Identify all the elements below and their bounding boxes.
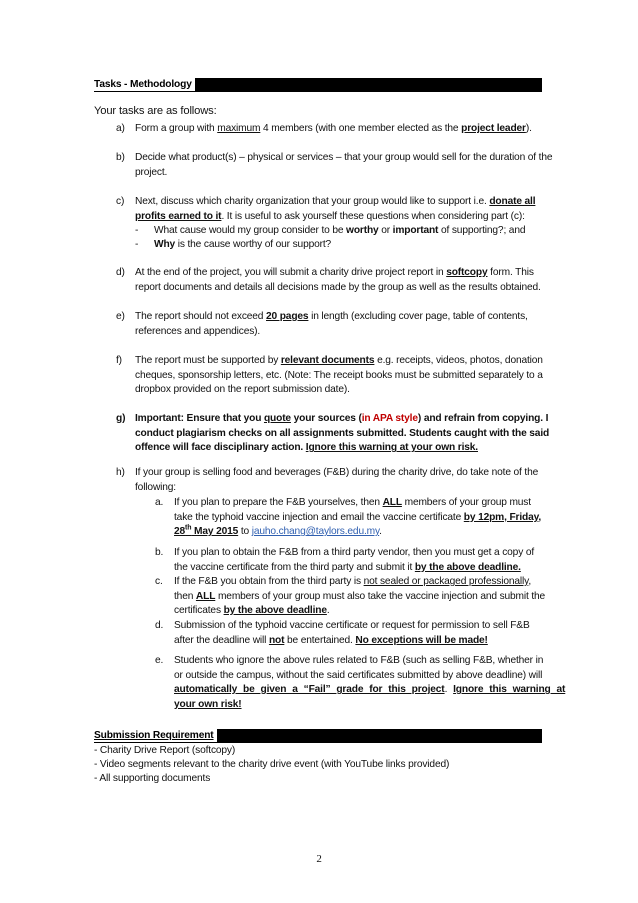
- text-maximum: maximum: [217, 123, 261, 134]
- text: or: [378, 225, 393, 236]
- text: The report must be supported by: [135, 355, 281, 366]
- text-no-exceptions: No exceptions will be made!: [355, 634, 488, 646]
- text: If you plan to prepare the F&B yourselves, then: [174, 497, 383, 508]
- text-date-month: May 2015: [191, 526, 239, 538]
- text-deadline: by the above deadline.: [414, 561, 521, 573]
- text: your sources (: [290, 413, 362, 424]
- text-line: project.: [135, 166, 168, 178]
- text-not: not: [268, 634, 285, 646]
- text-line: Submission of the typhoid vaccine certificate or request for permission to sell F&B: [174, 620, 530, 631]
- text: after the deadline will: [174, 634, 269, 646]
- text-line: references and appendices).: [135, 325, 261, 337]
- text-date-day: 28: [174, 526, 186, 538]
- text: members of your group must: [401, 497, 531, 508]
- text: 4 members (with one member elected as the: [260, 123, 462, 134]
- text-why: Why: [154, 239, 176, 250]
- text: . It is useful to ask yourself these questions when considering part (c):: [221, 210, 525, 222]
- item-label: d): [116, 267, 125, 278]
- text: be entertained.: [284, 634, 356, 646]
- text: the vaccine certificate from the third party and submit it: [174, 561, 415, 573]
- text-line: conduct plagiarism checks on all assignments submitted. Students caught with the said: [135, 427, 550, 439]
- dash: -: [135, 225, 139, 236]
- text-relevant-documents: relevant documents: [280, 355, 375, 366]
- text-line: If you plan to obtain the F&B from a third party vendor, then you must get a copy of: [174, 547, 535, 558]
- item-label: h): [116, 467, 125, 478]
- text-not-sealed: not sealed or packaged professionally: [363, 576, 529, 587]
- section-heading-submission: [94, 729, 542, 743]
- item-label: c.: [155, 576, 163, 587]
- text-line: following:: [135, 481, 176, 493]
- text-warning: Ignore this warning at: [453, 684, 566, 696]
- item-label: e.: [155, 655, 164, 666]
- item-label: b): [116, 152, 125, 163]
- text-all: ALL: [382, 497, 402, 508]
- text-apa-style: in APA style: [361, 413, 418, 424]
- text-line: or outside the campus, without the said certificates submitted by above deadline) will: [174, 669, 543, 681]
- text-own-risk: your own risk!: [174, 698, 242, 710]
- text: form. This: [487, 267, 534, 278]
- text: Important: Ensure that you: [135, 413, 264, 424]
- text-softcopy: softcopy: [446, 267, 488, 278]
- text-line: Students who ignore the above rules related to F&B (such as selling F&B, whether in: [174, 655, 544, 666]
- item-label: d.: [155, 620, 164, 631]
- requirement-item: - All supporting documents: [94, 773, 211, 784]
- text-line: If your group is selling food and beverages (F&B) during the charity drive, do take note of the: [135, 467, 539, 478]
- text-warning: Ignore this warning at your own risk.: [305, 442, 478, 454]
- text-profits-earned: profits earned to it: [135, 210, 222, 222]
- text: certificates: [174, 605, 224, 617]
- text: Form a group with: [135, 123, 218, 134]
- text: .: [326, 605, 330, 617]
- text: .: [379, 526, 382, 538]
- text: The report should not exceed: [135, 311, 267, 322]
- text-quote: quote: [263, 413, 291, 424]
- section-heading-tasks: [94, 78, 542, 92]
- text: If the F&B you obtain from the third party is: [174, 576, 364, 587]
- text: members of your group must also take the vaccine injection and submit the: [215, 590, 546, 602]
- text: What cause would my group consider to be: [154, 225, 347, 236]
- item-label: a.: [155, 497, 164, 508]
- text-deadline: by 12pm, Friday,: [463, 511, 542, 523]
- page-number: 2: [316, 853, 322, 865]
- text-line: cheques, sponsorship letters, etc. (Note: The receipt books must be submitted separately to a: [135, 369, 543, 381]
- requirement-item: - Charity Drive Report (softcopy): [94, 745, 236, 756]
- text: At the end of the project, you will submit a charity drive project report in: [135, 267, 447, 278]
- text-important: important: [392, 225, 439, 236]
- dash: -: [135, 239, 139, 250]
- email-link[interactable]: jauho.chang@taylors.edu.my: [251, 526, 380, 538]
- text: ) and refrain from copying. I: [417, 413, 549, 424]
- text-fail-grade: automatically be given a “Fail” grade for this project: [174, 684, 445, 696]
- text: Next, discuss which charity organization that your group would like to support i.e.: [135, 196, 490, 207]
- text: to: [238, 526, 252, 538]
- text: e.g. receipts, videos, photos, donation: [374, 355, 543, 366]
- item-label: e): [116, 311, 125, 322]
- text: then: [174, 590, 196, 602]
- text-line: report documents and details all decisions made by the group as well as the results obtained.: [135, 281, 541, 293]
- text-date-suffix: th: [185, 524, 192, 532]
- text: .: [444, 684, 454, 696]
- item-label: f): [116, 355, 122, 366]
- text: in length (excluding cover page, table of contents,: [308, 311, 528, 322]
- item-label: g): [116, 413, 126, 424]
- text: of supporting?; and: [438, 225, 526, 236]
- intro-text: Your tasks are as follows:: [94, 105, 217, 117]
- text-all: ALL: [195, 590, 216, 602]
- text: ).: [525, 123, 532, 134]
- text: offence will face disciplinary action.: [135, 442, 306, 454]
- text: take the typhoid vaccine injection and email the vaccine certificate: [174, 511, 464, 523]
- text: ,: [528, 576, 532, 587]
- text-donate-all: donate all: [489, 196, 536, 207]
- text-line: dropbox provided on the report submission date).: [135, 384, 350, 396]
- section-heading-tasks-label: Tasks - Methodology: [94, 78, 195, 91]
- section-heading-submission-label: Submission Requirement: [94, 729, 217, 742]
- item-label: a): [116, 123, 125, 134]
- item-label: c): [116, 196, 125, 207]
- text-project-leader: project leader: [461, 123, 526, 134]
- text-worthy: worthy: [346, 225, 379, 236]
- text-20-pages: 20 pages: [266, 311, 309, 322]
- text-deadline: by the above deadline: [223, 605, 327, 617]
- text-line: Decide what product(s) – physical or services – that your group would sell for the duration of the: [135, 152, 553, 163]
- item-label: b.: [155, 547, 164, 558]
- text: is the cause worthy of our support?: [175, 239, 332, 250]
- requirement-item: - Video segments relevant to the charity drive event (with YouTube links provided): [94, 759, 450, 770]
